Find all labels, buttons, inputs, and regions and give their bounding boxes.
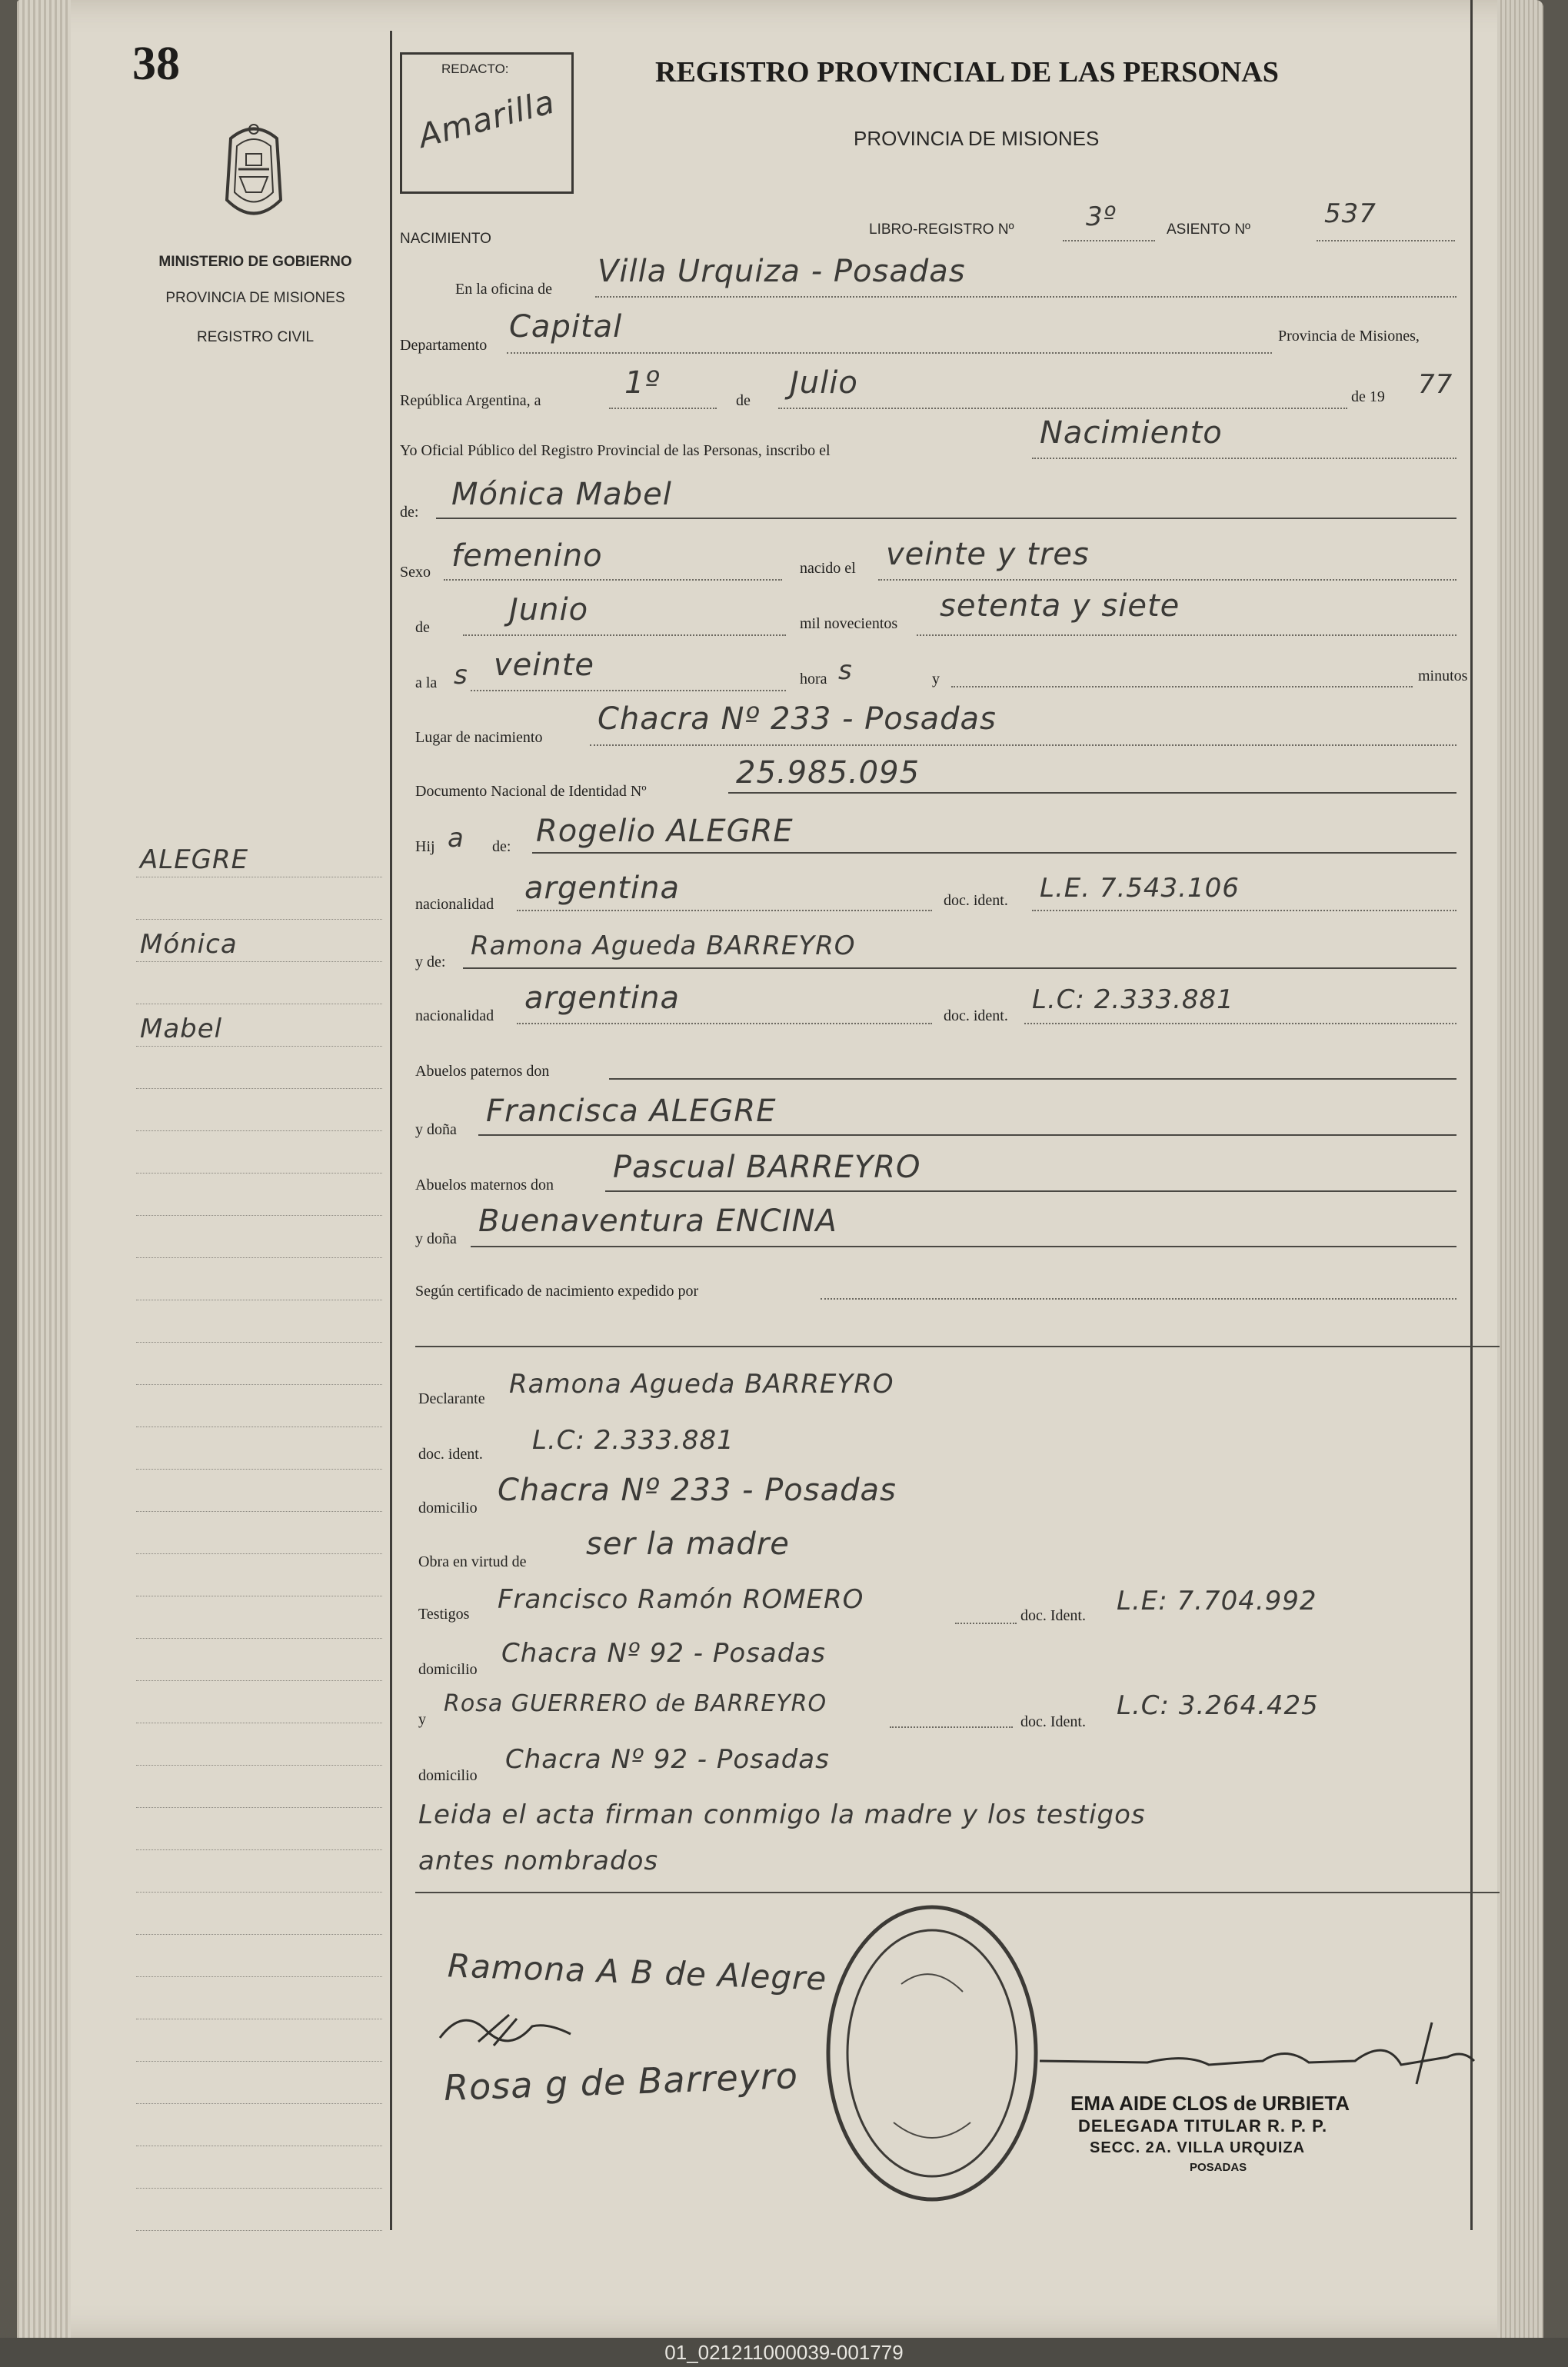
testigo2-dom-value: Chacra Nº 92 - Posadas bbox=[505, 1744, 830, 1775]
dni-value: 25.985.095 bbox=[736, 755, 920, 791]
margin-surname: ALEGRE bbox=[140, 844, 249, 875]
stamp-name: EMA AIDE CLOS de URBIETA bbox=[1070, 2092, 1350, 2115]
coat-of-arms-icon bbox=[215, 115, 292, 231]
redacto-signature: Amarilla bbox=[414, 82, 559, 155]
libro-label: LIBRO-REGISTRO Nº bbox=[869, 221, 1014, 238]
lugar-label: Lugar de nacimiento bbox=[415, 729, 543, 746]
padre-doc-label: doc. ident. bbox=[944, 892, 1008, 909]
madre-label: y de: bbox=[415, 954, 446, 970]
abuela-mat-label: y doña bbox=[415, 1230, 457, 1247]
mil-label: mil novecientos bbox=[800, 615, 898, 632]
nacido-label: nacido el bbox=[800, 560, 856, 577]
decl-doc-value: L.C: 2.333.881 bbox=[532, 1425, 734, 1456]
page-number: 38 bbox=[132, 38, 180, 90]
decl-doc-label: doc. ident. bbox=[418, 1446, 483, 1463]
testigo1-doc-value: L.E: 7.704.992 bbox=[1117, 1586, 1317, 1616]
libro-value: 3º bbox=[1086, 201, 1117, 232]
registry-subtitle: PROVINCIA DE MISIONES bbox=[854, 127, 1100, 150]
alas-label: a la bbox=[415, 674, 438, 691]
signature-mother: Ramona A B de Alegre bbox=[447, 1946, 828, 1998]
testigos-label: Testigos bbox=[418, 1606, 470, 1623]
observacion-line1: Leida el acta firman conmigo la madre y los testigos bbox=[418, 1799, 1146, 1830]
ministry-line3: REGISTRO CIVIL bbox=[196, 329, 315, 345]
certificado-label: Según certificado de nacimiento expedido por bbox=[415, 1283, 699, 1300]
testigo1-dom-value: Chacra Nº 92 - Posadas bbox=[501, 1638, 826, 1669]
nombre-value: Mónica Mabel bbox=[451, 477, 672, 512]
madre-doc-value: L.C: 2.333.881 bbox=[1032, 984, 1234, 1015]
dni-label: Documento Nacional de Identidad Nº bbox=[415, 783, 647, 800]
testigo1-dom-label: domicilio bbox=[418, 1661, 478, 1678]
de-label: de: bbox=[400, 504, 419, 521]
asiento-value: 537 bbox=[1324, 198, 1377, 229]
hora-prefix: s bbox=[454, 660, 468, 691]
lugar-value: Chacra Nº 233 - Posadas bbox=[598, 701, 997, 737]
madre-nac-value: argentina bbox=[524, 980, 680, 1016]
testigo2-doc-label: doc. Ident. bbox=[1020, 1713, 1086, 1730]
testigo2-value: Rosa GUERRERO de BARREYRO bbox=[444, 1690, 827, 1717]
document-page bbox=[17, 0, 1543, 2338]
republica-label: República Argentina, a bbox=[400, 392, 541, 409]
hora-value: veinte bbox=[494, 648, 595, 683]
stamp-title: DELEGADA TITULAR R. P. P. bbox=[1078, 2116, 1328, 2136]
oficial-label: Yo Oficial Público del Registro Provincial de las Personas, inscribo el bbox=[400, 442, 831, 459]
official-seal-icon bbox=[809, 1892, 1055, 2215]
padre-nac-value: argentina bbox=[524, 871, 680, 906]
minutos-label: minutos bbox=[1418, 667, 1468, 684]
decl-dom-label: domicilio bbox=[418, 1500, 478, 1516]
signature-witness1-icon bbox=[432, 1999, 601, 2061]
declarante-label: Declarante bbox=[418, 1390, 485, 1407]
hij-label: Hij bbox=[415, 838, 435, 855]
provincia-label: Provincia de Misiones, bbox=[1278, 328, 1420, 345]
hij-de-label: de: bbox=[492, 838, 511, 855]
observacion-line2: antes nombrados bbox=[418, 1846, 659, 1876]
declarante-value: Ramona Agueda BARREYRO bbox=[509, 1369, 894, 1400]
mes-nac-value: Junio bbox=[509, 592, 589, 628]
signature-official-icon bbox=[1032, 2007, 1493, 2092]
oficina-label: En la oficina de bbox=[455, 281, 553, 298]
oficina-value: Villa Urquiza - Posadas bbox=[598, 254, 966, 289]
registry-title: REGISTRO PROVINCIAL DE LAS PERSONAS bbox=[655, 56, 1279, 88]
sexo-value: femenino bbox=[451, 538, 603, 574]
padre-nac-label: nacionalidad bbox=[415, 896, 494, 913]
hij-suffix: a bbox=[448, 823, 464, 854]
testigo2-dom-label: domicilio bbox=[418, 1767, 478, 1784]
abuela-pat-label: y doña bbox=[415, 1121, 457, 1138]
madre-doc-label: doc. ident. bbox=[944, 1007, 1008, 1024]
decl-dom-value: Chacra Nº 233 - Posadas bbox=[498, 1473, 897, 1508]
asiento-label: ASIENTO Nº bbox=[1167, 221, 1250, 238]
dia-value: 1º bbox=[624, 365, 661, 401]
ministry-line2: PROVINCIA DE MISIONES bbox=[165, 290, 345, 306]
signature-witness2: Rosa g de Barreyro bbox=[443, 2054, 799, 2109]
padre-doc-value: L.E. 7.543.106 bbox=[1040, 873, 1240, 904]
sexo-label: Sexo bbox=[400, 564, 431, 581]
stamp-city: POSADAS bbox=[1190, 2161, 1247, 2174]
page-right-edge bbox=[1497, 0, 1543, 2338]
ministry-line1: MINISTERIO DE GOBIERNO bbox=[158, 254, 352, 270]
de2-label: de bbox=[415, 619, 430, 636]
mes-value: Julio bbox=[790, 365, 858, 401]
padre-value: Rogelio ALEGRE bbox=[536, 814, 794, 849]
footer-id: 01_021211000039-001779 bbox=[664, 2341, 904, 2364]
testigo1-doc-label: doc. Ident. bbox=[1020, 1607, 1086, 1624]
abuelos-mat-label: Abuelos maternos don bbox=[415, 1177, 554, 1193]
madre-nac-label: nacionalidad bbox=[415, 1007, 494, 1024]
section-label: NACIMIENTO bbox=[400, 231, 491, 247]
testigo2-doc-value: L.C: 3.264.425 bbox=[1117, 1690, 1319, 1721]
abuela-mat-value: Buenaventura ENCINA bbox=[478, 1203, 837, 1239]
inscribo-value: Nacimiento bbox=[1040, 415, 1223, 451]
nacido-value: veinte y tres bbox=[886, 537, 1090, 572]
de1-label: de bbox=[736, 392, 751, 409]
frame-left-line bbox=[390, 31, 392, 2230]
abuela-pat-value: Francisca ALEGRE bbox=[486, 1094, 777, 1129]
departamento-label: Departamento bbox=[400, 337, 488, 354]
departamento-value: Capital bbox=[509, 309, 623, 345]
page-edge bbox=[17, 0, 71, 2338]
horas-suffix: s bbox=[838, 655, 853, 686]
testigo2-y-label: y bbox=[418, 1711, 426, 1728]
abuelo-mat-value: Pascual BARREYRO bbox=[613, 1150, 921, 1185]
obra-label: Obra en virtud de bbox=[418, 1553, 527, 1570]
y-label: y bbox=[932, 671, 940, 687]
margin-second-name: Mabel bbox=[140, 1014, 223, 1044]
de-year-label: de 19 bbox=[1351, 388, 1385, 405]
horas-label: hora bbox=[800, 671, 827, 687]
testigo1-value: Francisco Ramón ROMERO bbox=[498, 1584, 864, 1615]
frame-right-line bbox=[1470, 0, 1473, 2230]
redacto-label: REDACTO: bbox=[441, 62, 509, 76]
image-footer bbox=[0, 2338, 1568, 2367]
madre-value: Ramona Agueda BARREYRO bbox=[471, 930, 856, 961]
stamp-section: SECC. 2A. VILLA URQUIZA bbox=[1090, 2139, 1306, 2156]
obra-value: ser la madre bbox=[586, 1526, 790, 1562]
abuelos-pat-label: Abuelos paternos don bbox=[415, 1063, 550, 1080]
anio-nac-value: setenta y siete bbox=[940, 588, 1180, 624]
anio-value: 77 bbox=[1418, 369, 1453, 400]
margin-first-name: Mónica bbox=[140, 929, 238, 960]
